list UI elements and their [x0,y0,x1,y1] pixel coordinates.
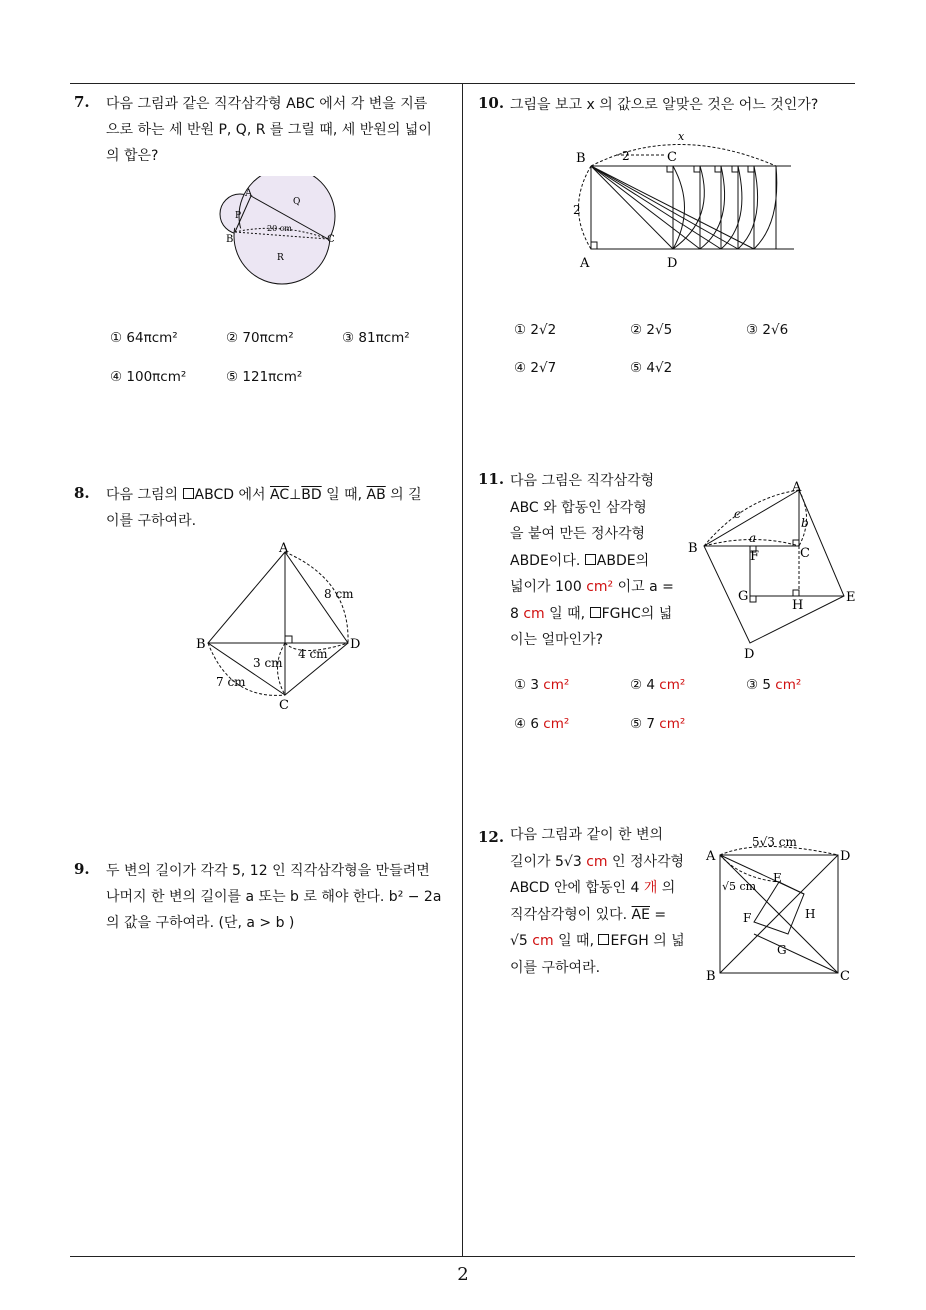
choice-5[interactable]: ⑤ 4√2 [630,360,673,376]
text-line: 다음 그림과 같이 한 변의 [510,827,664,843]
label-B: B [196,637,206,652]
label-A: A [580,256,590,271]
label-F: F [750,549,760,564]
text-line: 의 값을 구하여라. (단, a > b ) [106,915,295,931]
choice-2[interactable]: ② 4 cm² [630,677,686,693]
choice-1[interactable]: ① 2√2 [514,322,557,338]
label-c: c [734,507,741,521]
choice-4[interactable]: ④ 100πcm² [110,369,187,385]
choice-3[interactable]: ③ 5 cm² [746,677,802,693]
question-number: 11. [478,470,505,488]
label-H: H [805,907,816,921]
figure-quadrilateral [190,540,370,715]
label-F: F [743,911,752,925]
figure-square-abde [684,478,864,663]
choice-3[interactable]: ③ 81πcm² [342,330,410,346]
text-line: 다음 그림의 ABCD 에서 $\overline{AC}\perp\overline{BD}$ 일 때, $\overline{AB}$ 의 길 [106,487,422,503]
figure-semicircles [215,176,345,286]
question-text [106,858,458,936]
label-4cm: 4 cm [298,647,328,661]
label-7cm: 7 cm [216,675,246,689]
question-text [510,468,686,654]
label-C: C [667,150,677,165]
label-C: C [279,698,289,713]
label-C: C [327,234,335,245]
label-2-top: 2 [622,149,630,163]
label-H: H [792,598,804,613]
label-a: a [749,531,757,545]
label-D: D [350,637,361,652]
text-line: ABDE이다. ABDE의 [510,552,650,569]
choice-3[interactable]: ③ 2√6 [746,322,789,338]
text-line: ABCD 안에 합동인 4 개 의 [510,880,676,896]
choice-2[interactable]: ② 2√5 [630,322,673,338]
question-text [510,822,690,981]
label-B: B [576,151,586,166]
label-B: B [706,969,716,984]
figure-square-efgh [700,828,860,988]
label-D: D [840,849,851,864]
choice-5[interactable]: ⑤ 7 cm² [630,716,686,732]
question-text [106,91,458,169]
label-Q: Q [293,197,301,207]
label-C: C [840,969,850,984]
square-symbol [590,607,601,618]
text-line: 으로 하는 세 반원 P, Q, R 를 그릴 때, 세 반원의 넓이 [106,122,432,138]
choice-5[interactable]: ⑤ 121πcm² [226,369,303,385]
text-line: 두 변의 길이가 각각 5, 12 인 직각삼각형을 만들려면 [106,863,430,879]
text-line: √5 cm 일 때, EFGH 의 넓 [510,933,685,949]
question-number: 9. [74,860,90,878]
question-number: 7. [74,93,90,111]
text-line: 다음 그림은 직각삼각형 [510,473,655,489]
question-number: 12. [478,828,505,846]
choice-1[interactable]: ① 64πcm² [110,330,178,346]
label-C: C [800,546,810,561]
text-line: 다음 그림과 같은 직각삼각형 ABC 에서 각 변을 지름 [106,96,428,112]
text-line: ABC 와 합동인 삼각형 [510,499,647,516]
page-number: 2 [457,1264,469,1285]
label-ae-length: √5 cm [722,880,757,893]
column-divider [462,83,463,1257]
label-A: A [245,188,253,199]
bottom-rule [70,1256,855,1257]
text-line: 을 붙여 만든 정사각형 [510,526,646,542]
label-A: A [279,541,289,556]
square-symbol [585,554,596,565]
label-P: P [235,211,242,221]
label-3cm: 3 cm [253,656,283,670]
label-E: E [846,590,856,605]
question-number: 10. [478,94,505,112]
label-D: D [667,256,678,271]
choice-2[interactable]: ② 70πcm² [226,330,294,346]
label-8cm: 8 cm [324,587,354,601]
label-G: G [738,589,749,604]
label-2-left: 2 [573,203,581,217]
label-length: 20 cm [267,224,292,233]
label-G: G [777,943,787,957]
figure-spiral-triangles [566,128,798,273]
label-D: D [744,647,755,662]
question-text: 그림을 보고 x 의 값으로 알맞은 것은 어느 것인가? [510,97,819,113]
label-B: B [688,541,698,556]
label-A: A [792,480,802,495]
question-number: 8. [74,484,90,502]
text-line: 이를 구하여라. [510,959,601,976]
text-line: 이는 얼마인가? [510,632,604,648]
text-line: 8 cm 일 때, FGHC의 넓 [510,605,673,622]
text-line: 의 합은? [106,148,159,164]
label-E: E [773,871,782,885]
choice-4[interactable]: ④ 6 cm² [514,716,570,732]
label-A: A [706,849,716,864]
label-b: b [801,516,809,530]
square-symbol [598,934,609,945]
text-line: 넓이가 100 cm² 이고 a = [510,579,674,595]
choice-1[interactable]: ① 3 cm² [514,677,570,693]
text-line: 길이가 5√3 cm 인 정사각형 [510,853,685,870]
label-x: x [678,130,685,143]
question-text [106,482,458,534]
text-line: 이를 구하여라. [106,513,197,529]
text-line: 직각삼각형이 있다. $\overline{AE}$ = [510,906,667,923]
choice-4[interactable]: ④ 2√7 [514,360,557,376]
label-top-length: 5√3 cm [752,835,797,849]
text-line: 나머지 한 변의 길이를 a 또는 b 로 해야 한다. b² − 2a [106,889,442,905]
label-R: R [277,253,284,263]
square-symbol [183,488,194,499]
label-B: B [226,234,234,245]
